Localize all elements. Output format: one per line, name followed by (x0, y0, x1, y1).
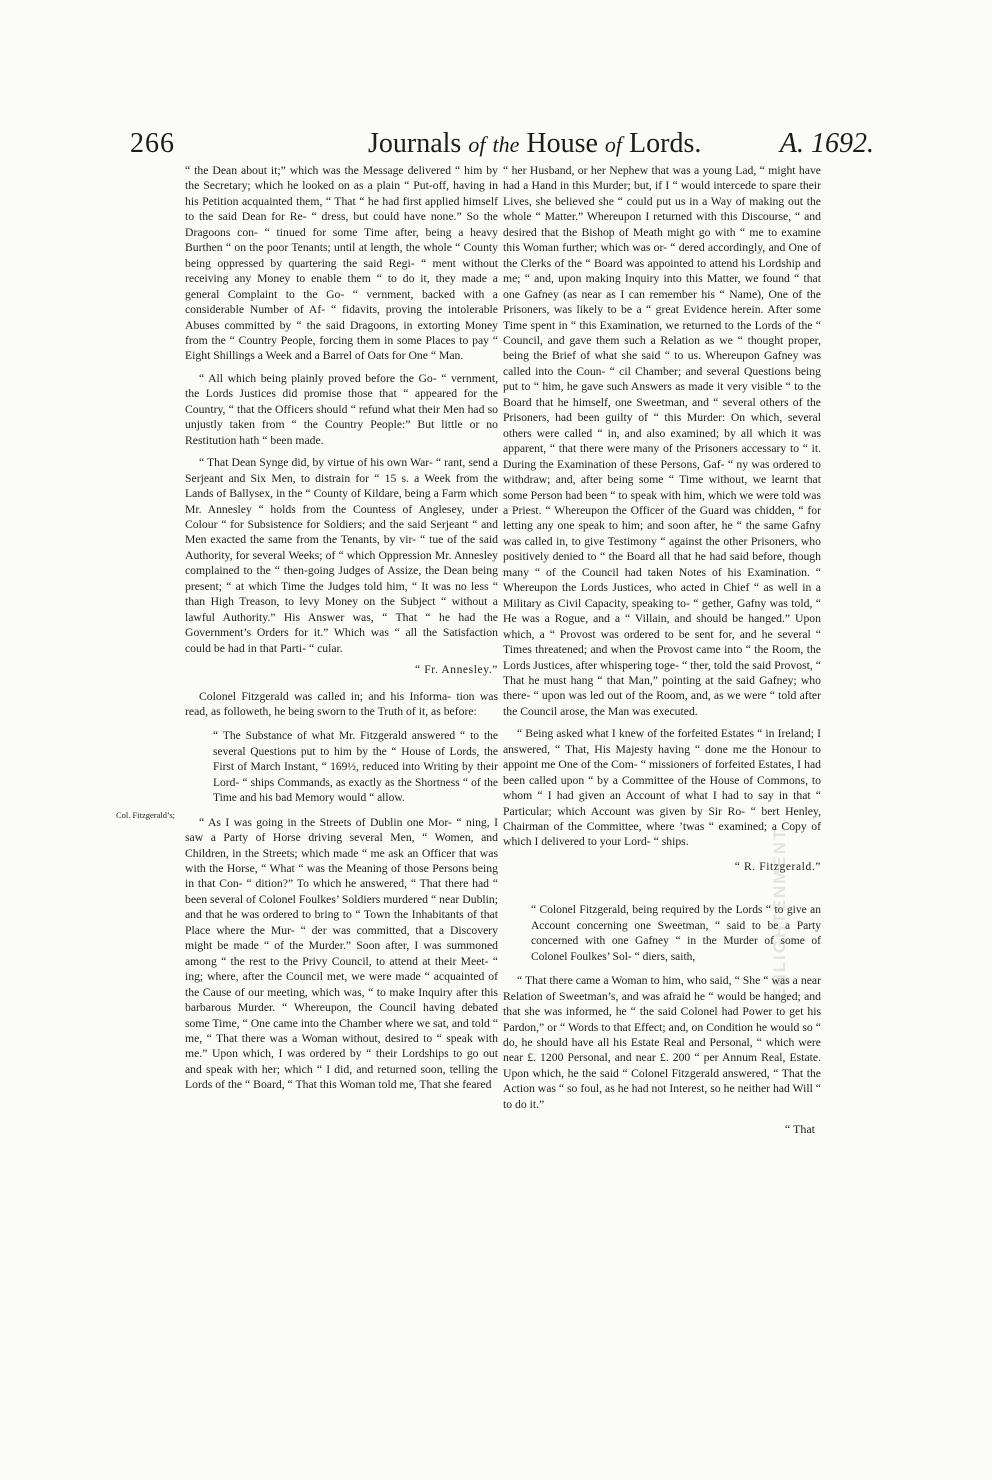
signature: “ Fr. Annesley.” (415, 664, 498, 677)
title-of-2: of (604, 132, 623, 157)
left-column (185, 163, 498, 1100)
year: A. 1692. (779, 128, 874, 159)
paragraph: “ her Husband, or her Nephew that was a young Lad, “ might have had a Hand in this Murder; but, if I “ would intercede to spare their Lives, she believed she “ could put us in a Way of making out the whole “ Matter.” Whereupon I returned with this Discourse, “ and desired that the Bishop of Meath might go with “ me to examine this Woman further; which was or- “ dered accordingly, and One of the Clerks of the “ Board was appointed to attend his Lordship and me; “ and, upon making Inquiry into this Matter, we found “ that one Gafney (as near as I can remember his “ Name), One of the Prisoners, was likely to be a “ great Evidence herein. After some Time spent in “ this Examination, we returned to the Lords of the “ Council, and gave them such a Relation as we “ thought proper, being the Brief of what she said “ to us. Whereupon Gafney was called into the Coun- “ cil Chamber; and several Questions being put to “ him, he gave such Answers as made it very visible “ to the Board that he himself, one Sweetman, and “ several others of the Prisoners, had been guilty of “ this Murder: On which, several others were called “ in, and also examined; by all which it was apparent, “ that there were many of the Prisoners accessary to “ it. During the Examination of these Persons, Gaf- “ ny was ordered to withdraw; and, after being some “ Time without, we learnt that some Person had been “ to speak with him, which we were told was a Priest. “ Whereupon the Officer of the Guard was chidden, “ for letting any one speak to him; and soon after, he “ the same Gafny was called in, to give Testimony “ against the other Prisoners, who positively denied to “ the Board all that he had said before, though many “ of the Council had taken Notes of his Examination. “ Whereupon the Lords Justices, who acted in Chief “ as well in a Military as Civil Capacity, speaking to- “ gether, Gafny was told, “ He was a Rogue, and a “ Villain, and should be hanged.” Upon which, a “ Provost was ordered to be sent for, and he several “ Times threatened; and when the Provost came into “ the Room, the Lords Justices, after whispering toge- “ ther, told the said Provost, “ That he must hang “ that Man,” pointing at the said Gafney; who there- “ upon was led out of the Room, and, as we were “ told after the Council arose, the Man was executed. (503, 164, 821, 718)
paragraph: “ That there came a Woman to him, who said, “ She “ was a near Relation of Sweetman’s, and was afraid he “ would be hanged; and that she was informed, he “ the said Colonel had Power to get his Pardon,” or “ Words to that Effect; and, on Condition he would so “ do, he should have all his Estate Real and Personal, “ which were near £. 1200 Personal, and near £. 200 “ per Annum Real, Estate. Upon which, he the said “ Colonel Fitzgerald answered, “ That the Action was “ so foul, as he had not Interest, so he neither had Will “ to do it.” (503, 974, 821, 1111)
catchword: “ That (784, 1122, 815, 1137)
paragraph: “ the Dean about it;” which was the Message delivered “ him by the Secretary; which he looked on as a plain “ Put-off, having in his Petition acquainted them, “ That “ he had first applied himself to the said Dean for Re- “ dress, but could have none.” So the Dragoons con- “ tinued for some Time after, being a heavy Burthen “ on the poor Tenants; until at length, the whole “ County being oppressed by quartering the said Regi- “ ment without receiving any Money to enable them “ to do it, they made a general Complaint to the Go- “ vernment, backed with a considerable Number of Af- “ fidavits, proving the intolerable Abuses committed by “ the said Dragoons, in extorting Money from the “ Country People, forcing them in some Places to pay “ Eight Shillings a Week and a Barrel of Oats for One “ Man. (185, 164, 498, 363)
title-of: of (468, 132, 486, 157)
paragraph: Colonel Fitzgerald was called in; and his Informa- tion was read, as followeth, he being sworn to the Truth of it, as before: (185, 689, 498, 718)
block-quote: “ Colonel Fitzgerald, being required by the Lords “ to give an Account concerning one Sweetman, “ said to be a Party concerned with one Gafney “ in the Murder of some of Colonel Foulkes’ Sol- “ diers, saith, (531, 904, 821, 963)
paragraph: “ That Dean Synge did, by virtue of his own War- “ rant, send a Serjeant and Six Men, to distrain for “ 15 s. a Week from the Lands of Ballysex, in the “ County of Kildare, being a Farm which Mr. Annesley “ holds from the Countess of Anglesey, under Colour “ for Subsistence for Soldiers; and the said Serjeant “ and Men exacted the same from the Tenants, by vir- “ tue of the said Authority, for several Weeks; of “ which Oppression Mr. Annesley complained to the “ then-going Judges of Assize, the Dean being present; “ at which Time the Judges told him, “ It was no less “ than High Treason, to levy Money on the Subject “ without a lawful Authority.” His Answer was, “ That “ he had the Government’s Orders for it.” Which was “ all the Satisfaction could be had in that Parti- “ cular. (185, 456, 498, 655)
paragraph: “ All which being plainly proved before the Go- “ vernment, the Lords Justices did promise those that “ appeared for the Country, “ that the Officers should “ refund what their Men had so unjustly taken from “ the Country People:” But little or no Restitution hath “ been made. (185, 371, 498, 447)
running-title (368, 128, 701, 160)
page-number: 266 (130, 128, 175, 159)
title-lords: Lords. (629, 128, 702, 159)
margin-note: Col. Fitzgerald’s; (116, 810, 176, 820)
block-quote: “ The Substance of what Mr. Fitzgerald answered “ to the several Questions put to him by the “ House of Lords, the First of March Instant, “ 169½, reduced into Writing by their Lord- “ ships Commands, as exactly as the Shortness “ of the Time and his bad Memory would “ allow. (213, 730, 498, 805)
paragraph: “ As I was going in the Streets of Dublin one Mor- “ ning, I saw a Party of Horse driving several Men, “ Women, and Children, in the Streets; which made “ me ask an Officer that was with the Horse, “ What “ was the Meaning of those Persons being in that Con- “ dition?” To which he answered, “ That there had “ been several of Colonel Foulkes’ Soldiers murdered “ near Dublin; and that he was ordered to bring to “ Town the Inhabitants of that Place where the Mur- “ der was committed, that a Discovery might be made “ of the Murder.” Soon after, I was summoned among “ the rest to the Privy Council, to attend at their Meet- “ ing; where, after the Council met, we were made “ acquainted of the Cause of our meeting, which was, “ to make Inquiry after this barbarous Murder. “ Whereupon, the Council having debated some Time, “ One came into the Chamber where we sat, and told “ me, “ That there was a Woman without, desired to “ speak with me.” Upon which, I was ordered by “ their Lordships to go out and speak with her; which “ I did, and returned soon, telling the Lords of the “ Board, “ That this Woman told me, That she feared (185, 815, 498, 1092)
title-journals: Journals (368, 128, 462, 159)
signature: “ R. Fitzgerald.” (734, 860, 821, 873)
title-the: the (492, 132, 520, 157)
paragraph: “ Being asked what I knew of the forfeited Estates “ in Ireland; I answered, “ That, His Majesty having “ done me the Honour to appoint me One of the Com- “ missioners of forfeited Estates, I had been called upon “ by a Committee of the House of Commons, to whom “ I had given an Account of what I had to say in that “ Particular; which Account was given by Sir Ro- “ bert Henley, Chairman of the Committee, where ’twas “ examined; a Copy of which I delivered to your Lord- “ ships. (503, 727, 821, 849)
watermark: ENLIGHTENMENT (770, 827, 789, 1000)
running-header (130, 128, 874, 168)
title-house: House (526, 128, 598, 159)
